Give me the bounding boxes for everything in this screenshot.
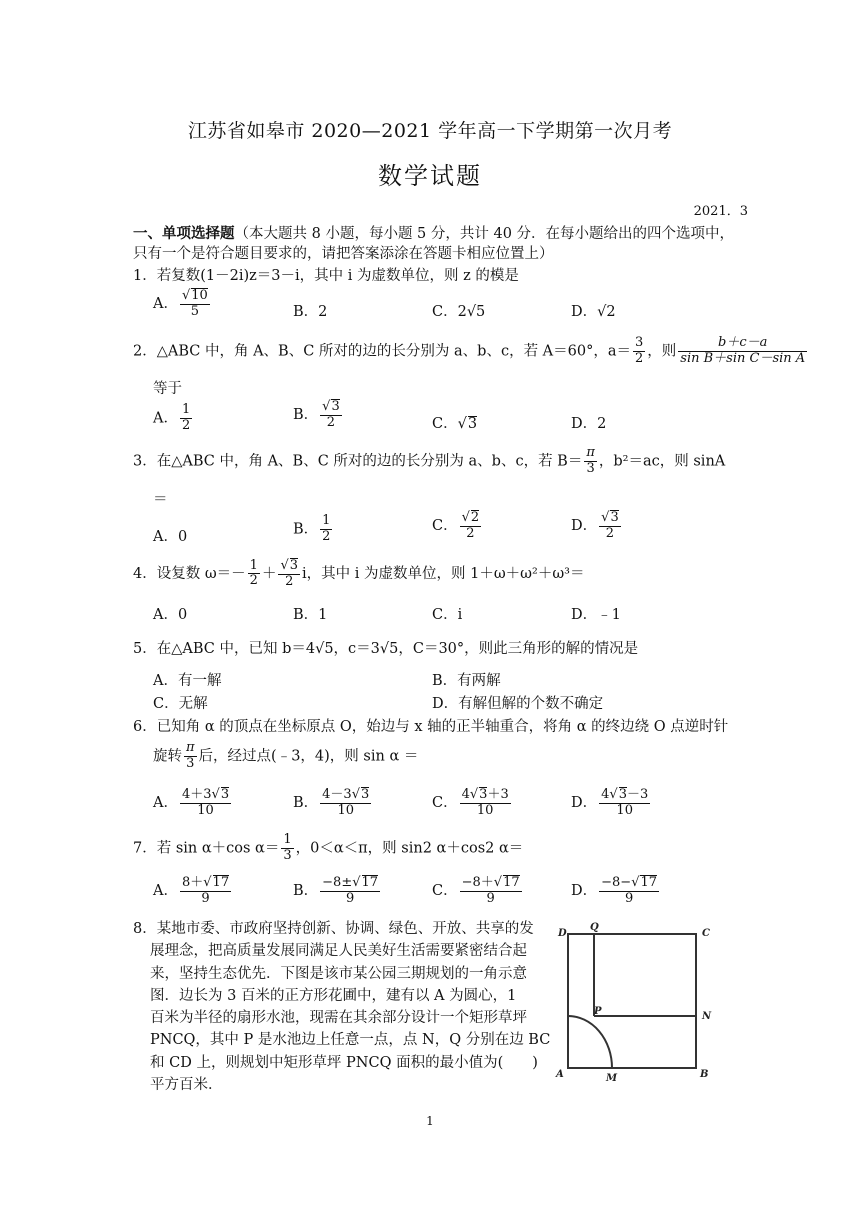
- label-m: M: [606, 1073, 618, 1084]
- question-8-text: 8．某地市委、市政府坚持创新、协调、绿色、开放、共享的发 展理念，把高质量发展同满足人民美好生活需要紧密结合起 来，坚持生态优先．下图是该市某公园三期规划的一角示意 图．边长为 3 百米的正方形花圃中，建有以 A 为圆心，1 百米为半径的扇形水池，现需在其余部分设计一个矩形草坪 PNCQ，其中 P 是水池边上任意一点，点 N，Q 分别在边 BC 和 CD 上，则规划中矩形草坪 PNCQ 面积的最小值为( ) 平方百米．: [133, 921, 551, 1094]
- q2-option-d: D．2: [571, 416, 607, 432]
- q1-option-d: D．√2: [571, 304, 616, 320]
- section-heading: [133, 222, 734, 243]
- q5-option-a: A．有一解: [153, 673, 222, 689]
- square-flowerbed: [568, 934, 696, 1068]
- q7-option-b: B． $\frac{-8\pm√17}{9}$: [293, 875, 379, 906]
- q4-option-b: B．1: [293, 607, 328, 623]
- question-7-stem: 7．若 sin α＋cos α＝ $\frac{1}{3}$ ，0＜α＜π，则 sin2 α＋cos2 α＝: [133, 832, 524, 863]
- section-desc-2: 只有一个是符合题目要求的，请把答案添涂在答题卡相应位置上）: [133, 246, 554, 262]
- q3-option-c: C． $\frac{√2}{2}$: [432, 510, 480, 541]
- q4-option-a: A．0: [153, 607, 188, 623]
- label-c: C: [702, 928, 710, 939]
- q7-option-a: A． $\frac{8+√17}{9}$: [153, 875, 230, 906]
- q6-option-c: C． $\frac{4√3+3}{10}$: [432, 787, 509, 818]
- q7-option-d: D． $\frac{-8-√17}{9}$: [571, 875, 658, 906]
- question-4-stem: 4．设复数 ω＝－ $\frac{1}{2}$ ＋ $\frac{√3}{2}$ i，其中 i 为虚数单位，则 1＋ω＋ω²＋ω³＝: [133, 557, 585, 589]
- label-d: D: [558, 928, 567, 939]
- q1-option-c: C．2√5: [432, 304, 486, 320]
- q1-option-b: B．2: [293, 304, 328, 320]
- q5-option-b: B．有两解: [432, 673, 501, 689]
- section-title: 一、单项选择题: [133, 226, 235, 242]
- q7-option-c: C． $\frac{-8+√17}{9}$: [432, 875, 520, 906]
- q2-option-a: A． $\frac{1}{2}$: [153, 402, 191, 433]
- q6-option-d: D． $\frac{4√3-3}{10}$: [571, 787, 649, 818]
- question-3-stem: 3．在△ABC 中，角 A、B、C 所对的边的长分别为 a、b、c，若 B＝ $\frac{\pi}{3}$ ，b²＝ac，则 sinA: [133, 445, 726, 476]
- question-6-stem-cont: 旋转 $\frac{\pi}{3}$ 后，经过点(﹣3，4)，则 sin α ＝: [153, 740, 419, 771]
- q3-option-d: D． $\frac{√3}{2}$: [571, 510, 619, 541]
- q4-option-d: D．﹣1: [571, 607, 621, 623]
- question-3-stem-cont: ＝: [153, 492, 168, 508]
- exam-title: 江苏省如皋市 2020—2021 学年高一下学期第一次月考: [187, 120, 673, 142]
- q5-option-d: D．有解但解的个数不确定: [432, 696, 604, 712]
- label-q: Q: [590, 922, 599, 933]
- q5-option-c: C．无解: [153, 696, 208, 712]
- label-b: B: [700, 1069, 709, 1080]
- exam-subtitle: 数学试题: [378, 162, 482, 190]
- label-a: A: [556, 1069, 564, 1080]
- q1-option-a: A． $\frac{√10}{5}$: [153, 288, 208, 319]
- question-6-stem: 6．已知角 α 的顶点在坐标原点 O，始边与 x 轴的正半轴重合，将角 α 的终边绕 O 点逆时针: [133, 719, 729, 735]
- q6-option-a: A． $\frac{4+3√3}{10}$: [153, 787, 230, 818]
- q2-option-b: B． $\frac{√3}{2}$: [293, 399, 340, 430]
- label-n: N: [702, 1011, 712, 1022]
- exam-date: 2021．3: [693, 204, 748, 219]
- question-5-stem: 5．在△ABC 中，已知 b＝4√5，c＝3√5，C＝30°，则此三角形的解的情况是: [133, 641, 639, 657]
- q6-option-b: B． $\frac{4-3√3}{10}$: [293, 787, 370, 818]
- question-1-stem: 1．若复数(1－2i)z＝3－i，其中 i 为虚数单位，则 z 的模是: [133, 268, 519, 284]
- question-2-stem-cont: 等于: [153, 381, 182, 397]
- section-desc-1: （本大题共 8 小题，每小题 5 分，共计 40 分．在每小题给出的四个选项中，: [234, 226, 735, 242]
- page-number: 1: [426, 1114, 434, 1128]
- label-p: P: [594, 1006, 602, 1017]
- q2-option-c: C．√3: [432, 416, 478, 432]
- q4-option-c: C．i: [432, 607, 463, 623]
- park-figure: [552, 920, 722, 1085]
- q3-option-b: B． $\frac{1}{2}$: [293, 513, 331, 544]
- sector-pool-arc: [568, 1016, 612, 1068]
- question-2-stem: 2．△ABC 中，角 A、B、C 所对的边的长分别为 a、b、c，若 A＝60°，a＝ $\frac{3}{2}$ ，则 $\frac{b+c-a}{\text{sin B＋sin C－sin A}}$: [133, 335, 806, 366]
- q3-option-a: A．0: [153, 529, 188, 545]
